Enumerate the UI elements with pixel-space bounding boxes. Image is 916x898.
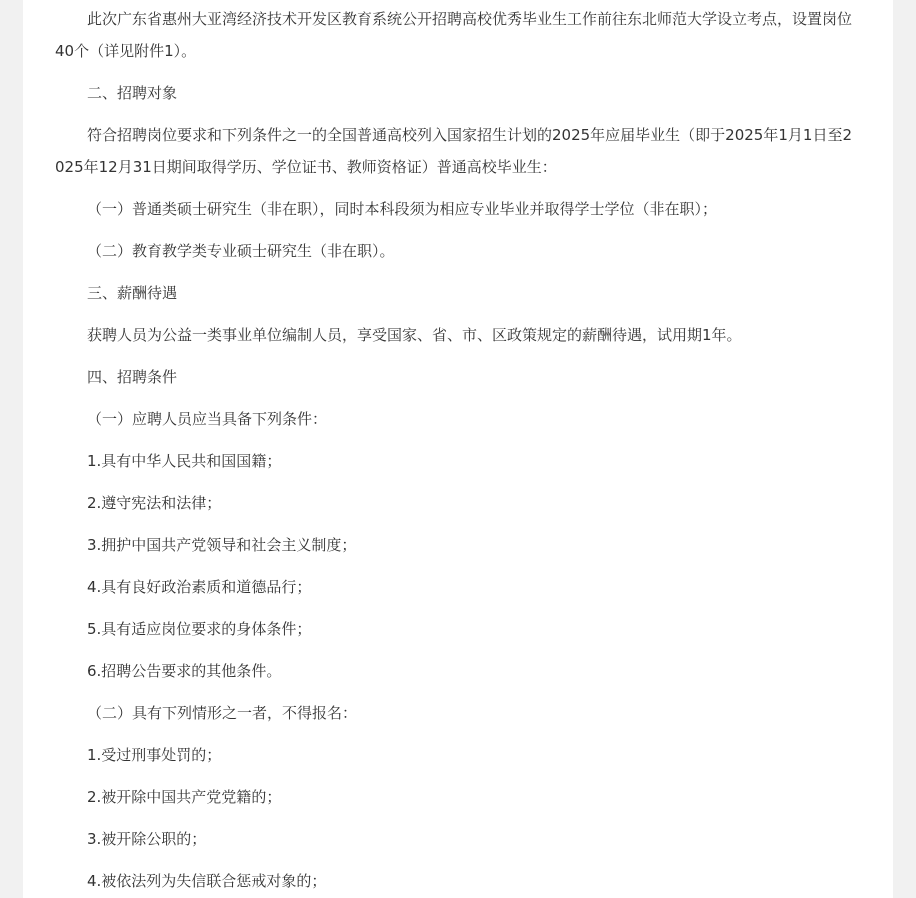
list-item: 1.具有中华人民共和国国籍； (87, 452, 282, 470)
section-heading-salary: 三、薪酬待遇 (87, 284, 178, 302)
list-item: 3.拥护中国共产党领导和社会主义制度； (87, 536, 357, 554)
subheading-disqualifications: （二）具有下列情形之一者，不得报名： (87, 704, 358, 722)
list-item: 2.被开除中国共产党党籍的； (87, 788, 282, 806)
section-heading-recruitment-targets: 二、招聘对象 (87, 84, 178, 102)
list-item: 4.被依法列为失信联合惩戒对象的； (87, 872, 327, 890)
list-item: 5.具有适应岗位要求的身体条件； (87, 620, 312, 638)
page (23, 0, 893, 898)
article-body (55, 3, 861, 898)
subheading-required-conditions: （一）应聘人员应当具备下列条件： (87, 410, 328, 428)
list-item: （二）教育教学类专业硕士研究生（非在职）。 (87, 242, 395, 260)
list-item: 3.被开除公职的； (87, 830, 207, 848)
paragraph-eligibility: 符合招聘岗位要求和下列条件之一的全国普通高校列入国家招生计划的2025年应届毕业生（即于2025年1月1日至2025年12月31日期间取得学历、学位证书、教师资格证）普通高校毕业生： (55, 126, 852, 176)
paragraph-salary: 获聘人员为公益一类事业单位编制人员，享受国家、省、市、区政策规定的薪酬待遇，试用期1年。 (87, 326, 742, 344)
list-item: 6.招聘公告要求的其他条件。 (87, 662, 282, 680)
list-item: （一）普通类硕士研究生（非在职），同时本科段须为相应专业毕业并取得学士学位（非在职）； (87, 200, 718, 218)
section-heading-conditions: 四、招聘条件 (87, 368, 178, 386)
paragraph-intro: 此次广东省惠州大亚湾经济技术开发区教育系统公开招聘高校优秀毕业生工作前往东北师范大学设立考点，设置岗位40个（详见附件1）。 (55, 10, 853, 60)
list-item: 2.遵守宪法和法律； (87, 494, 222, 512)
list-item: 1.受过刑事处罚的； (87, 746, 222, 764)
list-item: 4.具有良好政治素质和道德品行； (87, 578, 312, 596)
